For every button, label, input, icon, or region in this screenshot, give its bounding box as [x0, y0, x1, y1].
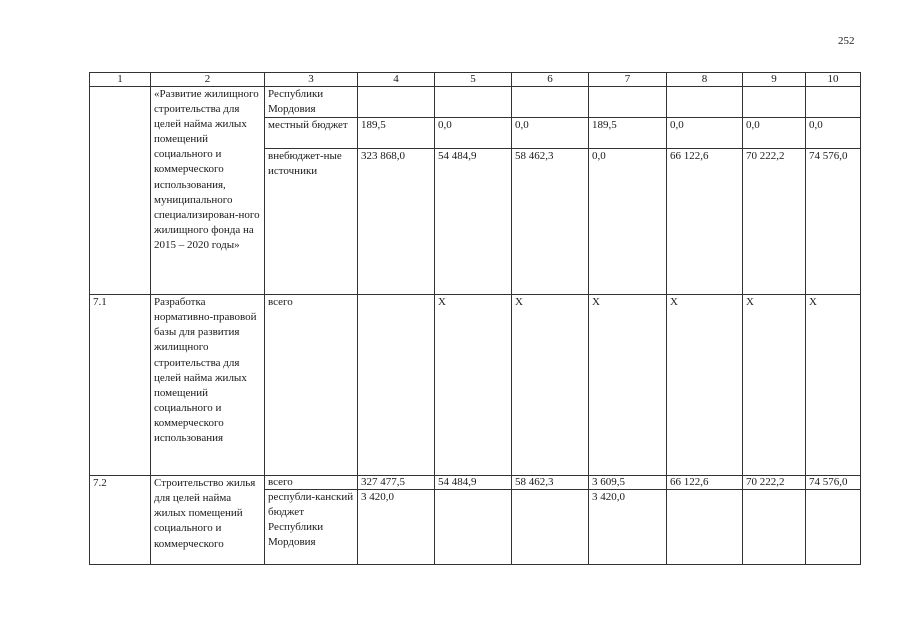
value-cell: 0,0 — [667, 118, 743, 149]
value-cell: 0,0 — [589, 149, 667, 295]
value-cell — [667, 490, 743, 565]
funding-source-cell: республи-канский бюджет Республики Мордовия — [265, 490, 358, 565]
header-cell: 2 — [151, 73, 265, 87]
header-cell: 8 — [667, 73, 743, 87]
value-cell: 74 576,0 — [806, 149, 861, 295]
header-cell: 10 — [806, 73, 861, 87]
funding-source-cell: всего — [265, 295, 358, 476]
value-cell: 54 484,9 — [435, 476, 512, 490]
row-number-cell: 7.2 — [90, 476, 151, 565]
value-cell: 3 609,5 — [589, 476, 667, 490]
table-row — [90, 476, 861, 490]
value-cell: 66 122,6 — [667, 149, 743, 295]
budget-table — [89, 72, 861, 565]
value-cell: 58 462,3 — [512, 476, 589, 490]
value-cell — [806, 87, 861, 118]
value-cell: 3 420,0 — [358, 490, 435, 565]
value-cell: X — [589, 295, 667, 476]
program-name-cell: Строительство жилья для целей найма жилых помещений социального и коммерческого — [151, 476, 265, 565]
funding-source-cell: внебюджет-ные источники — [265, 149, 358, 295]
value-cell — [358, 295, 435, 476]
value-cell: 74 576,0 — [806, 476, 861, 490]
header-row — [90, 73, 861, 87]
funding-source-cell: всего — [265, 476, 358, 490]
funding-source-cell: местный бюджет — [265, 118, 358, 149]
header-cell: 7 — [589, 73, 667, 87]
header-cell: 5 — [435, 73, 512, 87]
value-cell: 189,5 — [589, 118, 667, 149]
value-cell: X — [806, 295, 861, 476]
value-cell: 0,0 — [435, 118, 512, 149]
value-cell: 0,0 — [806, 118, 861, 149]
value-cell: 70 222,2 — [743, 149, 806, 295]
value-cell: 54 484,9 — [435, 149, 512, 295]
header-cell: 1 — [90, 73, 151, 87]
value-cell — [667, 87, 743, 118]
value-cell — [589, 87, 667, 118]
header-cell: 3 — [265, 73, 358, 87]
table-row — [90, 87, 861, 118]
program-name-cell: «Развитие жилищного строительства для целей найма жилых помещений социального и коммерческого использования, муниципального специализирован-ного жилищного фонда на 2015 – 2020 годы» — [151, 87, 265, 295]
value-cell: 3 420,0 — [589, 490, 667, 565]
page-number: 252 — [838, 35, 855, 47]
value-cell: 0,0 — [512, 118, 589, 149]
value-cell — [806, 490, 861, 565]
value-cell: 189,5 — [358, 118, 435, 149]
header-cell: 6 — [512, 73, 589, 87]
value-cell: 58 462,3 — [512, 149, 589, 295]
value-cell — [512, 490, 589, 565]
value-cell: 70 222,2 — [743, 476, 806, 490]
value-cell: 66 122,6 — [667, 476, 743, 490]
value-cell — [358, 87, 435, 118]
value-cell: 323 868,0 — [358, 149, 435, 295]
value-cell: X — [667, 295, 743, 476]
value-cell — [435, 87, 512, 118]
funding-source-cell: Республики Мордовия — [265, 87, 358, 118]
row-number-cell: 7.1 — [90, 295, 151, 476]
value-cell: X — [743, 295, 806, 476]
row-number-cell — [90, 87, 151, 295]
value-cell: X — [512, 295, 589, 476]
value-cell: 0,0 — [743, 118, 806, 149]
value-cell — [743, 490, 806, 565]
table-row — [90, 295, 861, 476]
value-cell — [512, 87, 589, 118]
value-cell: 327 477,5 — [358, 476, 435, 490]
header-cell: 9 — [743, 73, 806, 87]
value-cell — [435, 490, 512, 565]
program-name-cell: Разработка нормативно-правовой базы для развития жилищного строительства для целей найма жилых помещений социального и коммерческого использования — [151, 295, 265, 476]
value-cell — [743, 87, 806, 118]
header-cell: 4 — [358, 73, 435, 87]
value-cell: X — [435, 295, 512, 476]
